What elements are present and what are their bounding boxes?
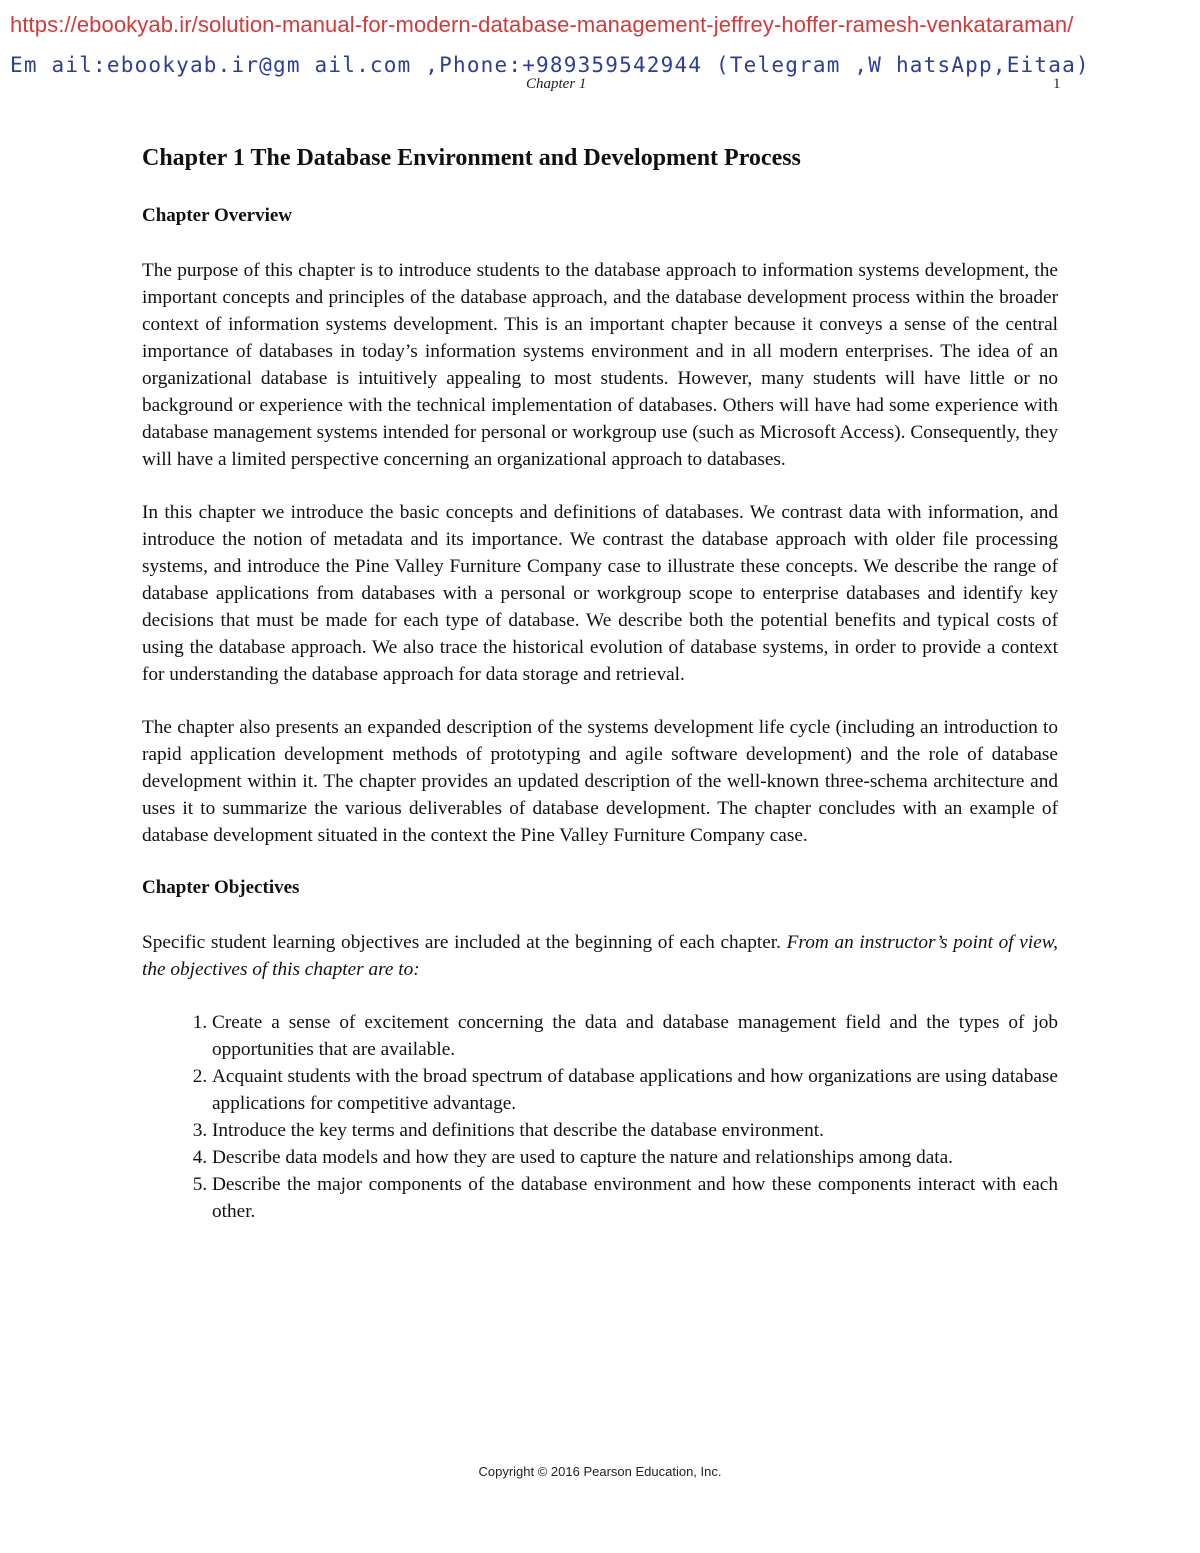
objectives-heading: Chapter Objectives (142, 877, 300, 898)
watermark-contact: Em ail:ebookyab.ir@gm ail.com ,Phone:+989359542944 (Telegram ,W hatsApp,Eitaa) (10, 53, 1090, 77)
chapter-title: Chapter 1 The Database Environment and Development Process (142, 145, 801, 171)
objectives-intro (142, 929, 1058, 983)
objectives-list (142, 1009, 1058, 1225)
main-content (142, 143, 1058, 1225)
objective-item: 1. Create a sense of excitement concerning the data and database management field and the types of job opportunities that are available. (212, 1009, 1058, 1063)
objectives-intro-plain: Specific student learning objectives are included at the beginning of each chapter. (142, 932, 787, 953)
objectives-intro-italic: From an instructor’s point of view, the objectives of this chapter are to: (142, 932, 1058, 980)
overview-paragraph: The purpose of this chapter is to introduce students to the database approach to information systems development, the important concepts and principles of the database approach, and the database development process within the broader context of information systems development. This is an important chapter because it conveys a sense of the central importance of databases in today’s information systems environment and in all modern enterprises. The idea of an organizational database is intuitively appealing to most students. However, many students will have little or no background or experience with the technical implementation of databases. Others will have had some experience with database management systems intended for personal or workgroup use (such as Microsoft Access). Consequently, they will have a limited perspective concerning an organizational approach to databases. (142, 260, 1058, 470)
running-header: Chapter 1 (526, 76, 587, 92)
overview-paragraph: The chapter also presents an expanded description of the systems development life cycle (including an introduction to rapid application development methods of prototyping and agile software development) and the role of database development within it. The chapter provides an updated description of the well-known three-schema architecture and uses it to summarize the various deliverables of database development. The chapter concludes with an example of database development situated in the context the Pine Valley Furniture Company case. (142, 717, 1058, 846)
watermark-url[interactable]: https://ebookyab.ir/solution-manual-for-modern-database-management-jeffrey-hoffer-ramesh-venkataraman/ (10, 12, 1074, 37)
copyright-footer: Copyright © 2016 Pearson Education, Inc. (478, 1464, 722, 1479)
overview-heading: Chapter Overview (142, 205, 293, 226)
objective-item: 2. Acquaint students with the broad spectrum of database applications and how organizations are using database applications for competitive advantage. (212, 1063, 1058, 1117)
objective-item: 5. Describe the major components of the database environment and how these components interact with each other. (212, 1171, 1058, 1225)
page-number: 1 (1053, 76, 1061, 92)
objective-item: 4. Describe data models and how they are used to capture the nature and relationships among data. (212, 1144, 1058, 1171)
objective-item: 3. Introduce the key terms and definitions that describe the database environment. (212, 1117, 1058, 1144)
overview-paragraph: In this chapter we introduce the basic concepts and definitions of databases. We contrast data with information, and introduce the notion of metadata and its importance. We contrast the database approach with older file processing systems, and introduce the Pine Valley Furniture Company case to illustrate these concepts. We describe the range of database applications from databases with a personal or workgroup scope to enterprise databases and identify key decisions that must be made for each type of database. We describe both the potential benefits and typical costs of using the database approach. We also trace the historical evolution of database systems, in order to provide a context for understanding the database approach for data storage and retrieval. (142, 502, 1058, 685)
